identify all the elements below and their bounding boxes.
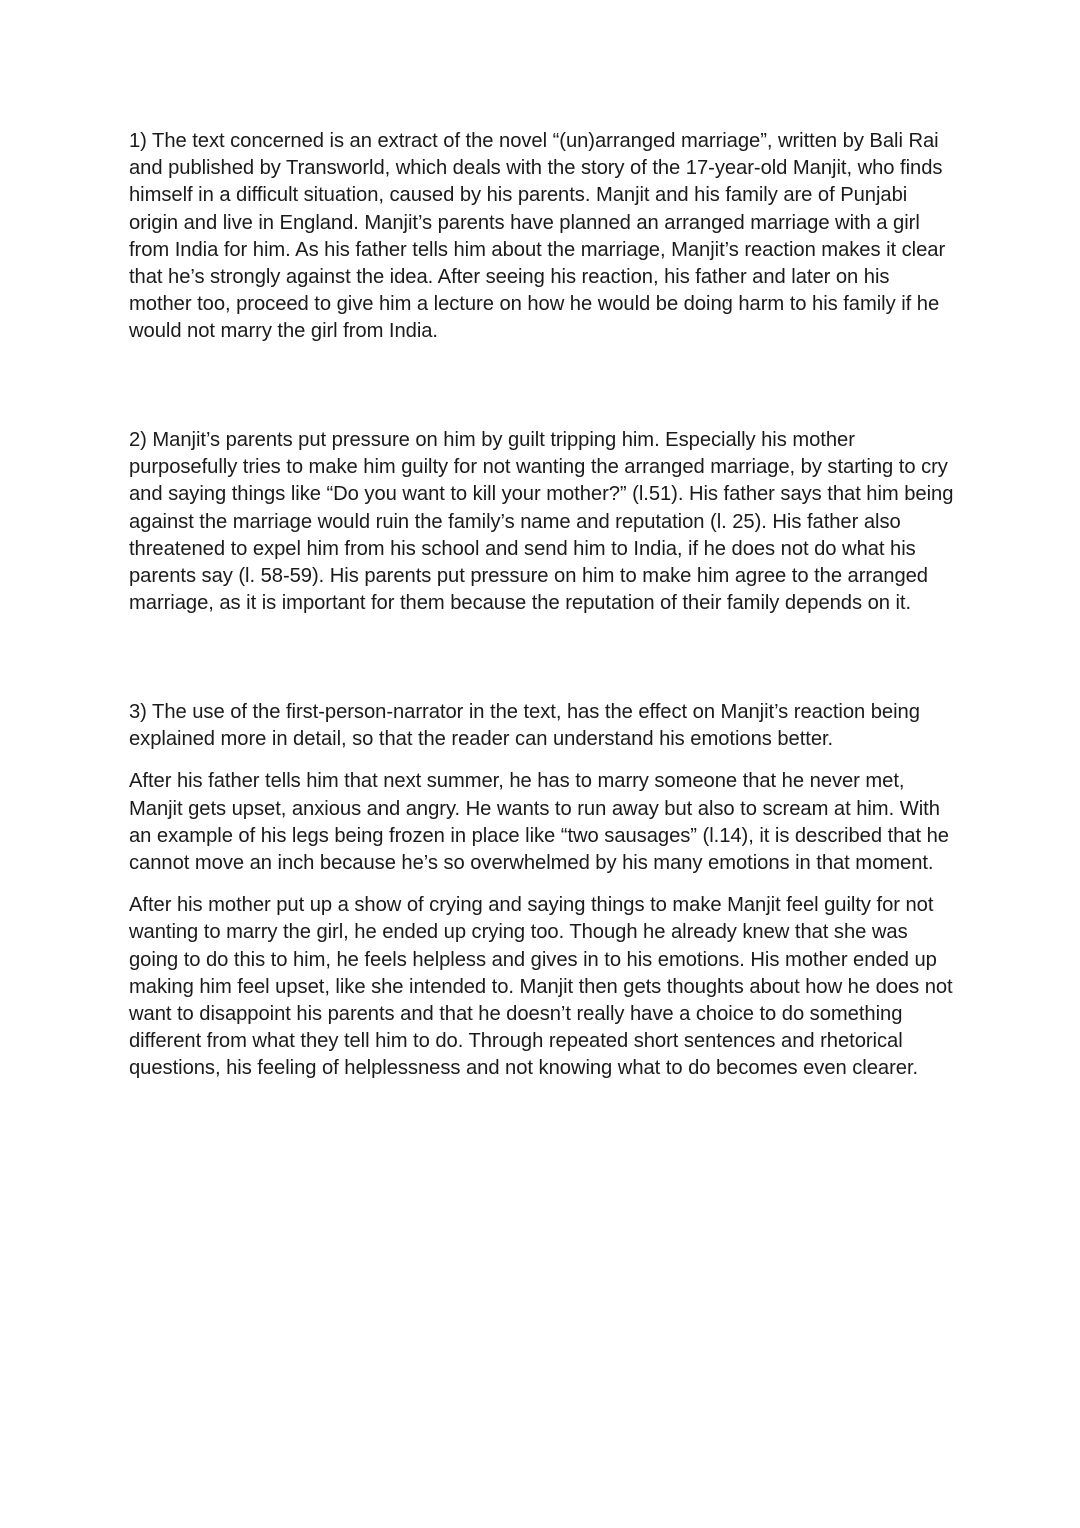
answer-section-1 bbox=[129, 128, 955, 346]
answer-section-3 bbox=[129, 699, 955, 1083]
answer-3-mother-paragraph: After his mother put up a show of crying and saying things to make Manjit feel guilty for not wanting to marry the girl, he ended up crying too. Though he already knew that she was going to do this to him, he feels helpless and gives in to his emotions. His mother ended up making him feel upset, like she intended to. Manjit then gets thoughts about how he does not want to disappoint his parents and that he doesn’t really have a choice to do something different from what they tell him to do. Through repeated short sentences and rhetorical questions, his feeling of helplessness and not knowing what to do becomes even clearer. bbox=[129, 894, 953, 1080]
paragraph-spacer bbox=[129, 877, 955, 892]
answer-3-intro-paragraph: 3) The use of the first-person-narrator in the text, has the effect on Manjit’s reaction being explained more in detail, so that the reader can understand his emotions better. bbox=[129, 701, 920, 751]
paragraph-spacer bbox=[129, 753, 955, 768]
answer-2-paragraph: 2) Manjit’s parents put pressure on him by guilt tripping him. Especially his mother purposefully tries to make him guilty for not wanting the arranged marriage, by starting to cry and saying things like “Do you want to kill your mother?” (l.51). His father says that him being against the marriage would ruin the family’s name and reputation (l. 25). His father also threatened to expel him from his school and send him to India, if he does not do what his parents say (l. 58-59). His parents put pressure on him to make him agree to the arranged marriage, as it is important for them because the reputation of their family depends on it. bbox=[129, 429, 954, 615]
answer-3-father-paragraph: After his father tells him that next summer, he has to marry someone that he never met, Manjit gets upset, anxious and angry. He wants to run away but also to scream at him. With an example of his legs being frozen in place like “two sausages” (l.14), it is described that he cannot move an inch because he’s so overwhelmed by his many emotions in that moment. bbox=[129, 770, 949, 875]
answer-1-paragraph: 1) The text concerned is an extract of the novel “(un)arranged marriage”, written by Bali Rai and published by Transworld, which deals with the story of the 17-year-old Manjit, who finds himself in a difficult situation, caused by his parents. Manjit and his family are of Punjabi origin and live in England. Manjit’s parents have planned an arranged marriage with a girl from India for him. As his father tells him about the marriage, Manjit’s reaction makes it clear that he’s strongly against the idea. After seeing his reaction, his father and later on his mother too, proceed to give him a lecture on how he would be doing harm to his family if he would not marry the girl from India. bbox=[129, 130, 946, 343]
answer-section-2 bbox=[129, 427, 955, 617]
